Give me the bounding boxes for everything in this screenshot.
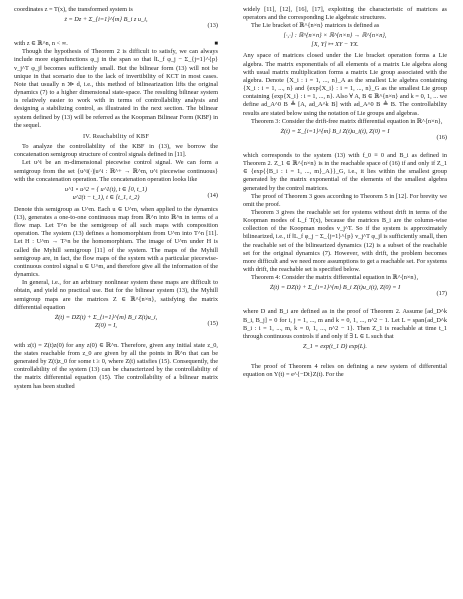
paragraph: with z(t) = Z(t)z(0) for any z(0) ∈ ℝ^n. Therefore, given any initial state z_0, the states reachable from z_0 are given by all the points in ℝ^n that can be generated by Z(t)z_0 for some t ≥ 0, where Z(t) satisfies (15). Consequently, the controllability of the system (13) can be characterized by the controllability of the matrix differential equation (15). The controllability of a bilinear matrix system has been studied — [14, 341, 218, 390]
right-column — [243, 6, 447, 379]
equation-line: Ż(t) = DZ(t) + Σ_{i=1}^{m} B_i Z(t)u_i, — [54, 313, 158, 321]
paragraph: Let u^i be an m-dimensional piecewise control signal. We can form a semigroup from the set {u^i(·)|u^i : ℝ^+ → ℝ^m, u^i piecewise continuous} with the concatenation operation. The concatenation operation looks like — [14, 159, 218, 183]
paragraph: The proof of Theorem 3 goes according to Theorem 5 in [12]. For brevity we omit the proof. — [243, 192, 447, 208]
equation-body — [14, 314, 198, 330]
paragraph: The proof of Theorem 4 relies on defining a new system of differential equation on Y(t) = e^{−Dt}Z(t). For the — [243, 363, 447, 379]
lie-bracket-definition — [243, 32, 447, 50]
qed-mark: ■ — [214, 41, 218, 48]
equation-line: [X, Y] ↦ XY − YX. — [311, 40, 359, 48]
paragraph — [14, 40, 218, 48]
equation-body: Ż(t) = Σ_{i=1}^{m} B_i Z(t)u_i(t), Z(0) = I — [280, 127, 390, 135]
equation-number: (16) — [436, 133, 447, 141]
paragraph: coordinates z = T(x), the transformed system is — [14, 6, 133, 13]
equation-16 — [243, 128, 447, 150]
equation-body: ż = Dz + Σ_{i=1}^{m} B_i z u_i, — [64, 16, 148, 24]
equation-13 — [14, 16, 218, 38]
paragraph: The Lie bracket of ℝ^{n×n} matrices is defined as — [251, 22, 380, 30]
equation-15 — [14, 314, 218, 340]
equation-line: u^1 ∘ u^2 = { u^1(t), t ∈ [0, t_1) — [64, 185, 148, 193]
paragraph: widely [11], [12], [16], [17], exploiting the characteristic of matrices as operators and the corresponding Lie algebraic structures. — [243, 6, 447, 22]
equation-number: (14) — [207, 191, 218, 199]
text: with z ∈ ℝ^n, n < ∞. — [14, 40, 68, 48]
equation-number: (15) — [207, 319, 218, 327]
equation-number: (17) — [436, 290, 447, 298]
equation-17 — [243, 284, 447, 306]
equation-body — [243, 32, 427, 48]
paragraph: Denote this semigroup as U^m. Each u ∈ U^m, when applied to the dynamics (13), generates a one-to-one continuous map from ℝ^n into ℝ^n in terms of a flow map. Let T^n be the semigroup of all such maps with composition operation. The system (13) defines a homomorphism from U^m into T^n [11]. Let H : U^m → T^n be the homomorphism. The image of U^m under H is called the Myhill semigroup [11] of the system. The maps of the Myhill semigroup are, in fact, the flow maps of the system with a particular piecewise-continuous control signal u ∈ U^m, and therefore give all the information of the dynamics. — [14, 205, 218, 279]
equation-line: Z(0) = I, — [95, 322, 117, 329]
equation-z1 — [243, 343, 447, 361]
equation-line: [·,·] : ℝ^{n×n} × ℝ^{n×n} → ℝ^{n×n}, — [283, 32, 387, 40]
paragraph: To analyze the controllability of the KBF in (13), we borrow the concatenation semigroup structure of control signals defined in [11]. — [14, 143, 218, 159]
theorem-statement: Theorem 3: Consider the drift-free matrix differential equation in ℝ^{n×n}, — [251, 117, 443, 125]
paragraph: Any space of matrices closed under the Lie bracket operation forms a Lie algebra. The matrix exponentials of all elements of a matrix Lie algebra along with usual matrix multiplication forms a matrix Lie group associated with the algebra. Denote {X_i : i = 1, ..., n}_A as the smallest Lie algebra containing {X_i : i = 1, ..., n} and {exp{X_i} : i = 1, ..., n}_G as the smallest Lie group containing {exp{X_i} : i = 1, ..., n}. Also ∀ A, B ∈ ℝ^{n×n} and k = 0, 1, ... we define ad_A^0 B ≜ [A, ad_A^k B] with ad_A^0 B ≜ B. The controllability results are stated below using the notation of Lie groups and algebras. — [243, 52, 447, 117]
paragraph: where D and B_i are defined as in the proof of Theorem 2. Assume [ad_D^k B_i, B_j] = 0 for i, j = 1, ..., m and k = 0, 1, ..., n^2 − 1. Let L = span{ad_D^k B_i : i = 1, ..., m, k = 0, 1, ..., n^2 − 1}. Then Z_1 is reachable at time t_1 through continuous controls if and only if ∃ L ∈ L such that — [243, 308, 447, 340]
left-column — [14, 6, 218, 391]
theorem-statement: Theorem 4: Consider the matrix differential equation in ℝ^{n×n}, — [251, 274, 419, 282]
section-heading: IV. Reachability of KBF — [82, 132, 150, 140]
equation-body — [14, 186, 198, 202]
paragraph: which corresponds to the system (13) with f_0 ≡ 0 and B_i as defined in Theorem 2. Z_1 ∈ ℝ^{n×n} is in the reachable space of (16) if and only if Z_1 ∈ {exp{{B_i : i = 1, ..., m}_A}}_G, i.e., it lies within the smallest group generated by the matrix exponential of the elements of the smallest algebra generated by the control matrices. — [243, 151, 447, 192]
equation-14 — [14, 186, 218, 204]
equation-body: Z_1 = exp(t_1 D) exp(L). — [303, 343, 367, 350]
paragraph: Theorem 3 gives the reachable set for systems without drift in terms of the Koopman modes of L_f T(x), because the matrices B_i are the column-wise collection of the Koopman modes v_j^T. So if the system is approximately bilinearized, i.e., if ‖L_f φ_j − Σ_{j=1}^{p} v_j^T φ_j‖ is sufficiently small, then the reachable set of the bilinearized dynamics (12) is a subset of the reachable set for the original dynamics (7). However, with drift, the problem becomes more difficult and we need more assumptions to get a reachable set. For systems with drift, the reachable set is specified below. — [243, 208, 447, 274]
equation-line: u^2(t − t_1), t ∈ [t_1, t_2) — [72, 193, 140, 201]
equation-number: (13) — [207, 22, 218, 30]
paragraph: Though the hypothesis of Theorem 2 is difficult to satisfy, we can always include more eigenfunctions φ_j in the span so that ‖L_f φ_j − Σ_{j=1}^{p} v_j^T φ_j‖ becomes sufficiently small. But the bilinear form (13) will not be unique in that scenario due to the lack of invertibility of KCT in most cases. Note that usually n ≫ d, i.e., this method of bilinearization lifts the original dynamics (7) to a higher dimensional state-space. The resulting bilinear system is relatively easier to work with in terms of controllability analysis and designing a stabilizing control, as illustrated in the next section. The bilinear system defined by (13) will be referred as the Koopman Bilinear Form (KBF) in the sequel. — [14, 48, 218, 129]
paragraph: In general, i.e., for an arbitrary nonlinear system these maps are difficult to obtain, and yield no practical use. But for the bilinear system (13), the Myhill semigroup maps are the matrices Z ∈ ℝ^{n×n}, satisfying the matrix differential equation — [14, 279, 218, 311]
equation-body: Ż(t) = DZ(t) + Σ_{i=1}^{m} B_i Z(t)u_i(t), Z(0) = I — [269, 284, 401, 292]
